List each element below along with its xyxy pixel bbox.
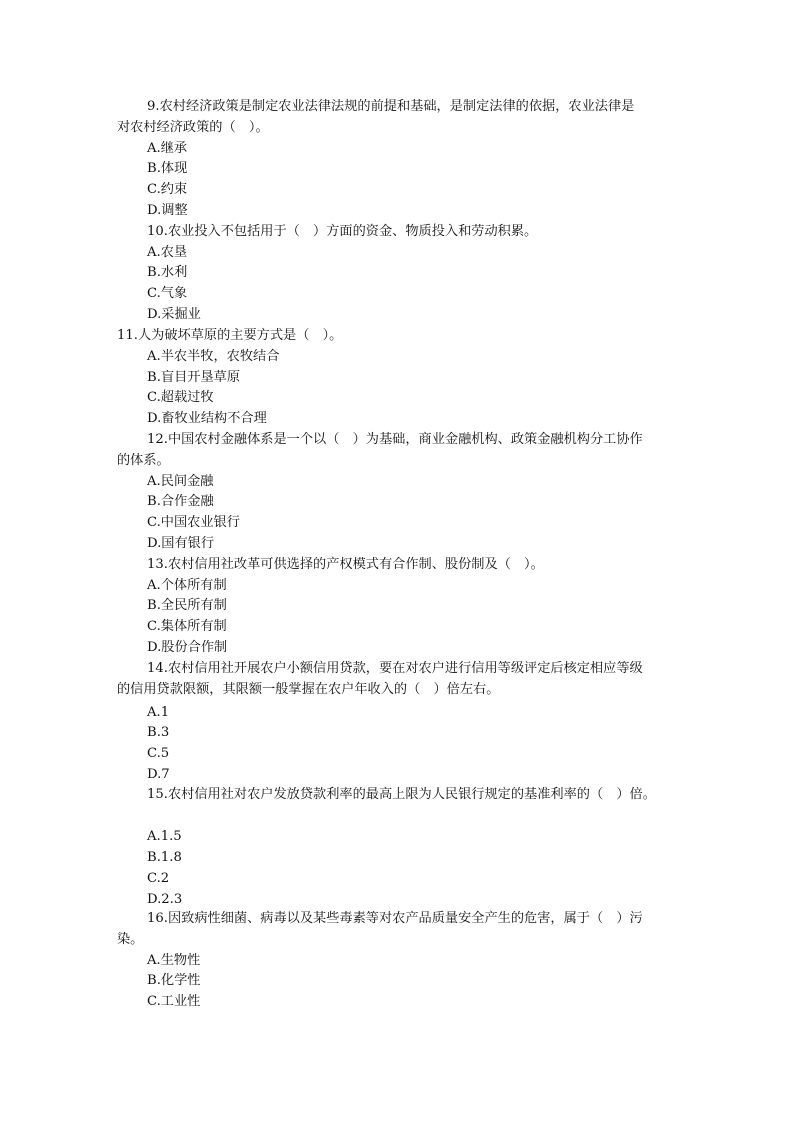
question-9-text-line-2: 对农村经济政策的（ ）。 xyxy=(117,120,269,135)
question-9-option-c: C.约束 xyxy=(147,182,188,197)
question-9-option-d: D.调整 xyxy=(147,203,188,218)
question-10-option-a: A.农垦 xyxy=(147,245,188,260)
question-12-option-a: A.民间金融 xyxy=(147,474,214,489)
question-9-option-a: A.继承 xyxy=(147,141,188,156)
question-12-option-b: B.合作金融 xyxy=(147,494,214,509)
question-11-option-b: B.盲目开垦草原 xyxy=(147,370,241,385)
question-13-option-a: A.个体所有制 xyxy=(147,578,227,593)
question-14-text-line-1: 14.农村信用社开展农户小额信用贷款，要在对农户进行信用等级评定后核定相应等级 xyxy=(147,661,643,676)
question-16-text-line-2: 染。 xyxy=(117,932,144,947)
question-13-option-c: C.集体所有制 xyxy=(147,619,227,634)
question-14-option-a: A.1 xyxy=(147,705,170,720)
question-9-option-b: B.体现 xyxy=(147,161,188,176)
question-16-option-c: C.工业性 xyxy=(147,994,201,1009)
question-14-option-b: B.3 xyxy=(147,725,170,740)
question-11-option-d: D.畜牧业结构不合理 xyxy=(147,411,267,426)
question-12-text-line-2: 的体系。 xyxy=(117,453,170,468)
question-15-text: 15.农村信用社对农户发放贷款利率的最高上限为人民银行规定的基准利率的（ ）倍。 xyxy=(147,787,656,802)
question-15-option-c: C.2 xyxy=(147,871,170,886)
question-14-text-line-2: 的信用贷款限额，其限额一般掌握在农户年收入的（ ）倍左右。 xyxy=(117,682,500,697)
question-16-text-line-1: 16.因致病性细菌、病毒以及某些毒素等对农产品质量安全产生的危害，属于（ ）污 xyxy=(147,911,643,926)
question-13-option-b: B.全民所有制 xyxy=(147,598,227,613)
question-15-option-b: B.1.8 xyxy=(147,850,182,865)
question-10-option-d: D.采掘业 xyxy=(147,307,201,322)
question-16-option-a: A.生物性 xyxy=(147,953,201,968)
question-9-text-line-1: 9.农村经济政策是制定农业法律法规的前提和基础，是制定法律的依据，农业法律是 xyxy=(147,99,635,114)
question-10-option-b: B.水利 xyxy=(147,265,188,280)
question-15-option-a: A.1.5 xyxy=(147,829,182,844)
question-14-option-c: C.5 xyxy=(147,746,170,761)
question-15-option-d: D.2.3 xyxy=(147,892,183,907)
question-12-option-c: C.中国农业银行 xyxy=(147,515,240,530)
question-12-text-line-1: 12.中国农村金融体系是一个以（ ）为基础，商业金融机构、政策金融机构分工协作 xyxy=(147,432,643,447)
question-11-text: 11.人为破坏草原的主要方式是（ ）。 xyxy=(117,328,343,343)
question-10-text: 10.农业投入不包括用于（ ）方面的资金、物质投入和劳动积累。 xyxy=(147,224,538,239)
question-14-option-d: D.7 xyxy=(147,767,170,782)
question-16-option-b: B.化学性 xyxy=(147,973,201,988)
question-13-text: 13.农村信用社改革可供选择的产权模式有合作制、股份制及（ ）。 xyxy=(147,557,544,572)
question-13-option-d: D.股份合作制 xyxy=(147,640,228,655)
question-12-option-d: D.国有银行 xyxy=(147,536,215,551)
question-11-option-c: C.超载过牧 xyxy=(147,390,214,405)
question-11-option-a: A.半农半牧，农牧结合 xyxy=(147,349,280,364)
question-10-option-c: C.气象 xyxy=(147,286,188,301)
